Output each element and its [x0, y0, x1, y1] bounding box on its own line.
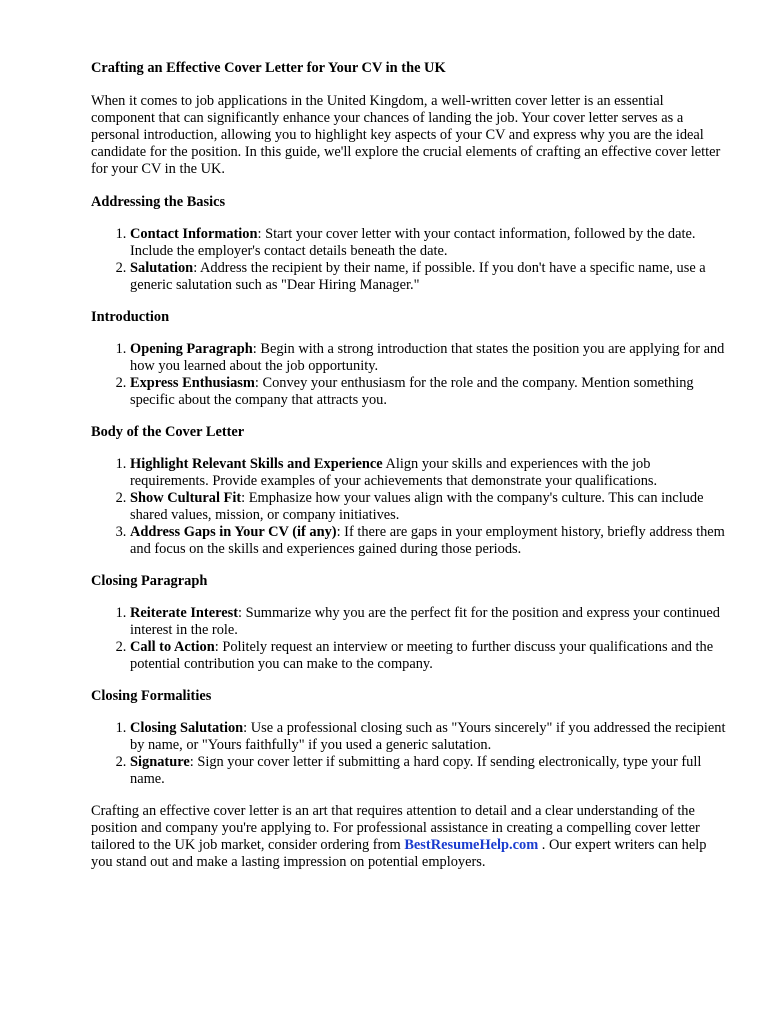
- list-item: [130, 720, 731, 754]
- intro-paragraph: When it comes to job applications in the United Kingdom, a well-written cover letter is an essential component that can significantly enhance your chances of landing the job. Your cover letter serves as a personal introduction, allowing you to highlight key aspects of your CV and express why you are the ideal candidate for the position. In this guide, we'll explore the crucial elements of crafting an effective cover letter for your CV in the UK.: [91, 93, 721, 177]
- closing-text-after: . Our expert writers can help you stand out and make a lasting impression on potential employers.: [91, 837, 707, 870]
- item-text: : If there are gaps in your employment history, briefly address them and focus on the skills and experiences gained during those periods.: [130, 524, 725, 557]
- section-introduction: [91, 309, 731, 409]
- bestresumehelp-link[interactable]: BestResumeHelp.com: [404, 837, 539, 853]
- item-term: Highlight Relevant Skills and Experience: [130, 456, 383, 472]
- item-text: : Begin with a strong introduction that states the position you are applying for and how you learned about the job opportunity.: [130, 341, 725, 374]
- list-item: [130, 490, 731, 524]
- list-item: [130, 456, 731, 490]
- section-heading: Closing Paragraph: [91, 573, 208, 589]
- item-term: Signature: [130, 754, 190, 770]
- item-text: : Emphasize how your values align with the company's culture. This can include shared values, mission, or company initiatives.: [130, 490, 704, 523]
- item-text: : Summarize why you are the perfect fit for the position and express your continued interest in the role.: [130, 605, 720, 638]
- list-item: [130, 524, 731, 558]
- item-text: : Address the recipient by their name, if possible. If you don't have a specific name, use a generic salutation such as "Dear Hiring Manager.": [130, 260, 706, 293]
- page-title: Crafting an Effective Cover Letter for Your CV in the UK: [91, 60, 446, 76]
- list-item: [130, 605, 731, 639]
- item-text: Align your skills and experiences with the job requirements. Provide examples of your achievements that demonstrate your qualifications.: [130, 456, 658, 489]
- section-list: [91, 720, 731, 788]
- section-list: [91, 605, 731, 673]
- item-text: : Start your cover letter with your contact information, followed by the date. Include the employer's contact details beneath the date.: [130, 226, 696, 259]
- list-item: [130, 260, 731, 294]
- item-term: Closing Salutation: [130, 720, 244, 736]
- item-term: Call to Action: [130, 639, 215, 655]
- item-term: Contact Information: [130, 226, 258, 242]
- section-closing-paragraph: [91, 573, 731, 673]
- section-closing-formalities: [91, 688, 731, 788]
- closing-text-before: Crafting an effective cover letter is an art that requires attention to detail and a clear understanding of the position and company you're applying to. For professional assistance in creating a compelling cover letter tailored to the UK job market, consider ordering from: [91, 803, 700, 853]
- closing-paragraph: [91, 803, 731, 871]
- list-item: [130, 226, 731, 260]
- section-body: [91, 424, 731, 558]
- item-text: : Convey your enthusiasm for the role and the company. Mention something specific about the company that attracts you.: [130, 375, 694, 408]
- list-item: [130, 639, 731, 673]
- section-basics: [91, 194, 731, 294]
- section-list: [91, 341, 731, 409]
- list-item: [130, 754, 731, 788]
- item-text: : Use a professional closing such as "Yours sincerely" if you addressed the recipient by name, or "Yours faithfully" if you used a generic salutation.: [130, 720, 726, 753]
- section-heading: Addressing the Basics: [91, 194, 226, 210]
- item-term: Opening Paragraph: [130, 341, 253, 357]
- item-term: Show Cultural Fit: [130, 490, 242, 506]
- item-term: Express Enthusiasm: [130, 375, 255, 391]
- document-page: [91, 60, 731, 887]
- section-heading: Closing Formalities: [91, 688, 212, 704]
- item-text: : Sign your cover letter if submitting a hard copy. If sending electronically, type your full name.: [130, 754, 702, 787]
- section-heading: Introduction: [91, 309, 170, 325]
- list-item: [130, 375, 731, 409]
- section-heading: Body of the Cover Letter: [91, 424, 245, 440]
- section-list: [91, 226, 731, 294]
- item-term: Salutation: [130, 260, 194, 276]
- item-text: : Politely request an interview or meeting to further discuss your qualifications and the potential contribution you can make to the company.: [130, 639, 714, 672]
- item-term: Address Gaps in Your CV (if any): [130, 524, 337, 540]
- list-item: [130, 341, 731, 375]
- section-list: [91, 456, 731, 558]
- item-term: Reiterate Interest: [130, 605, 239, 621]
